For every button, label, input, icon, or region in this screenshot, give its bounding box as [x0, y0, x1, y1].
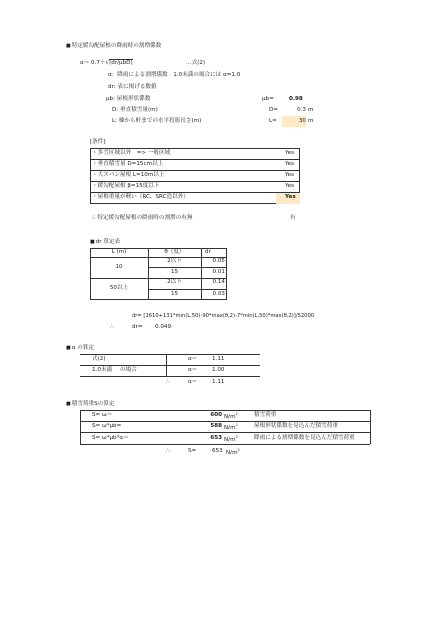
alpha-result-sym: α＝: [188, 379, 198, 385]
dr-theta: 15: [170, 269, 179, 275]
condition-label: ・多雪区域以外 => 一般区域: [92, 150, 171, 156]
alpha-result-value: 1.11: [212, 379, 225, 385]
alpha-row-value: 1.11: [212, 356, 225, 362]
dr-group-L: 10: [115, 264, 123, 270]
snow-row-note: 積雪荷重: [254, 412, 277, 418]
alpha-formula-tag: …式(2): [186, 60, 206, 66]
def-dr: dr: 表に掲げる数値: [108, 84, 157, 90]
alpha-row-sym: α＝: [188, 356, 198, 362]
condition-label: ・緩勾配屋根 β=15度以下: [92, 183, 160, 189]
condition-label: ・垂直積雪量 D=15cm以上: [92, 161, 164, 167]
dr-value: 0.14: [212, 279, 225, 285]
snow-row-note: 屋根形状係数を見込んだ積雪荷重: [254, 423, 338, 429]
snow-row-unit: $N/m^2$: [224, 435, 238, 443]
snow-row-unit: $N/m^2$: [224, 423, 238, 431]
alpha-result-therefore: ∴: [166, 379, 170, 385]
snow-row-formula: S= ω＝: [92, 412, 113, 418]
L-unit: m: [308, 118, 314, 124]
dr-result-label: dr=: [132, 324, 143, 330]
alpha-row-sym: α＝: [188, 367, 198, 373]
L-value: 30: [298, 118, 306, 124]
snow-result-sym: S=: [188, 448, 197, 454]
snow-section-title: ■ 積雪荷重Sの算定: [66, 402, 114, 408]
mub-value: 0.98: [289, 96, 303, 102]
snow-row-formula: S= ω*μb*α＝: [92, 435, 129, 441]
D-label: D=: [269, 107, 278, 113]
alpha-row-sub: の場合: [120, 367, 137, 373]
alpha-row-label: 式(2): [92, 356, 106, 362]
def-mub: μb: 屋根形状係数: [106, 96, 151, 102]
dr-result-value: 0.049: [155, 324, 172, 330]
dr-group-L: 50以上: [109, 285, 129, 291]
dr-value: 0.03: [212, 291, 225, 297]
snow-result-therefore: ∴: [166, 448, 170, 454]
alpha-row-label: 1.0未満: [92, 367, 113, 373]
def-D: D: 垂直積雪量(m): [112, 107, 158, 113]
snow-row-value: 588: [210, 423, 222, 429]
conditions-result-value: 有: [290, 215, 296, 221]
dr-formula: dr= [1610+131*min(L,50)-90*max(θ,2)-7*min(L,50)*max(θ,2)]/52000: [132, 313, 315, 319]
alpha-formula-body: (dr/μbD): [109, 60, 133, 66]
dr-header-theta: θ（度）: [164, 249, 185, 255]
dr-table-title: ■ dr 算定表: [90, 240, 120, 246]
condition-value: Yes: [285, 161, 295, 167]
alpha-row-value: 1.00: [212, 367, 225, 373]
dr-theta: 2以下: [167, 258, 182, 264]
condition-value: Yes: [285, 194, 296, 200]
L-label: L=: [269, 118, 277, 124]
def-alpha: α：降雨による割増係数 1.0未満の場合には α=1.0: [108, 72, 241, 78]
condition-label: ・大スパン屋根 L=10m以上: [92, 172, 165, 178]
dr-header-L: L (m): [111, 249, 127, 255]
def-L: L: 棟から軒までの水平投影長さ(m): [112, 118, 202, 124]
condition-value: Yes: [285, 183, 295, 189]
conditions-result-label: ∴ 特定緩勾配屋根の降雨時の割増の有無: [92, 215, 193, 221]
snow-row-value: 600: [210, 412, 222, 418]
snow-row-unit: $N/m^2$: [224, 412, 238, 420]
condition-value: Yes: [285, 150, 295, 156]
dr-header-dr: dr: [205, 249, 211, 255]
snow-result-value: 653: [212, 448, 223, 454]
dr-theta: 15: [170, 291, 179, 297]
conditions-header: [条件]: [90, 139, 106, 145]
alpha-section-title: ■ α の算定: [66, 346, 94, 352]
dr-value: 0.05: [212, 258, 225, 264]
dr-value: 0.01: [212, 269, 225, 275]
dr-theta: 2以下: [167, 279, 182, 285]
snow-result-unit: $N/m^2$: [226, 448, 240, 456]
condition-label: ・屋根重量が軽い（RC、SRC造以外）: [92, 194, 189, 200]
alpha-formula-head: α＝ 0.7＋√: [80, 60, 110, 66]
dr-therefore: ∴: [110, 324, 114, 330]
snow-row-note: 降雨による割増係数を見込んだ積雪荷重: [254, 435, 355, 441]
snow-row-value: 653: [210, 435, 222, 441]
snow-row-formula: S= ω*μb=: [92, 423, 122, 429]
section-title: ■ 特定緩勾配屋根の降雨時の割増係数: [66, 44, 161, 50]
D-unit: m: [308, 107, 314, 113]
mub-label: μb=: [262, 96, 274, 102]
condition-value: Yes: [285, 172, 295, 178]
D-value: 0.3: [297, 107, 306, 113]
alpha-formula: [80, 61, 133, 67]
